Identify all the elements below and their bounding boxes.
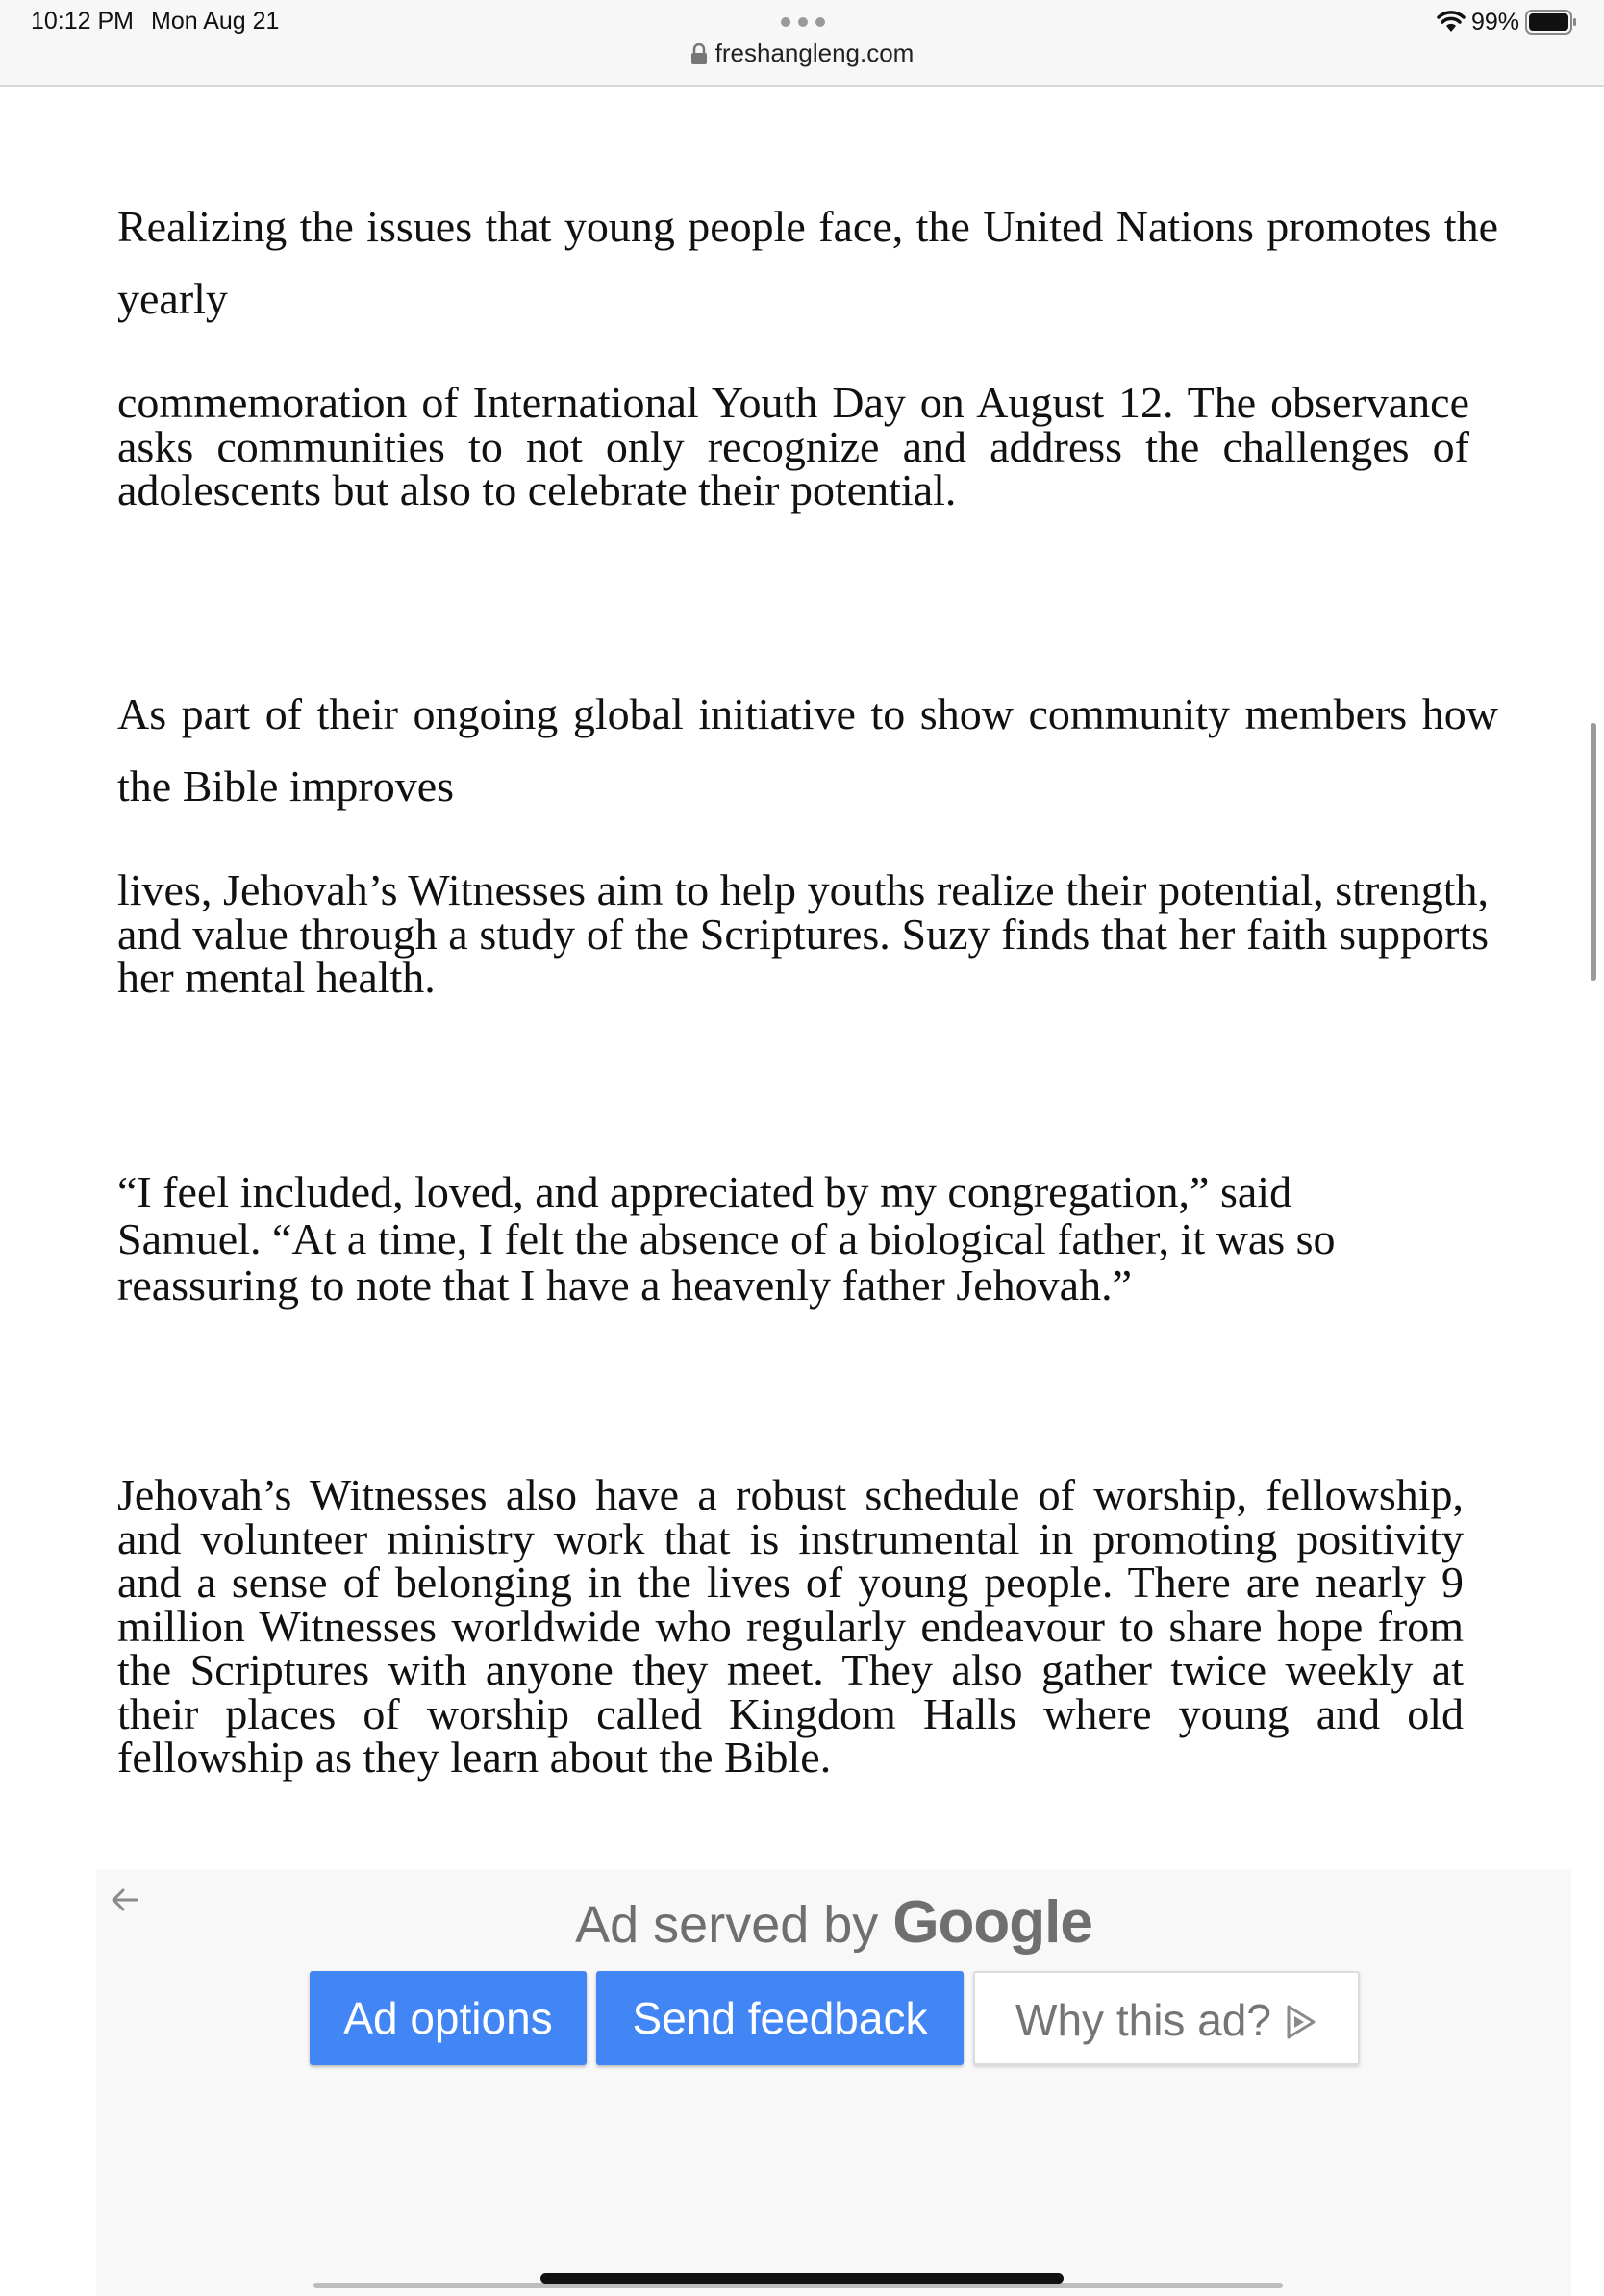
why-this-ad-button[interactable] <box>973 1971 1360 2065</box>
paragraph-2-body: lives, Jehovah’s Witnesses aim to help youths realize their potential, strength, and value through a study of the Scriptures. Suzy finds that her faith supports her mental health. <box>117 865 1489 1002</box>
google-logo: Google <box>892 1889 1092 1956</box>
lock-icon <box>690 43 708 64</box>
adchoices-icon <box>1283 2003 1317 2041</box>
battery-percent: 99% <box>1470 8 1519 36</box>
paragraph-3-quote: “I feel included, loved, and appreciated by my congregation,” said Samuel. “At a time, I felt the absence of a biological father, it was so reassuring to note that I have a heavenly father Jehovah.” <box>117 1167 1336 1310</box>
vertical-scrollbar[interactable] <box>1591 723 1596 981</box>
ad-container <box>96 1869 1571 2296</box>
paragraph-1-body: commemoration of International Youth Day on August 12. The observance asks communities to not only recognize and address the challenges of adolescents but also to celebrate their potential. <box>117 378 1469 514</box>
url-bar[interactable] <box>0 38 1604 68</box>
url-text: freshangleng.com <box>714 38 915 67</box>
ad-served-label: Ad served by <box>575 1896 879 1954</box>
status-bar <box>0 0 1604 87</box>
paragraph-2-lead: As part of their ongoing global initiative to show community members how the Bible improves <box>117 689 1498 811</box>
wifi-icon <box>1437 11 1466 34</box>
send-feedback-button[interactable]: Send feedback <box>596 1971 964 2065</box>
paragraph-1-lead: Realizing the issues that young people face, the United Nations promotes the yearly <box>117 202 1498 323</box>
ad-served-by <box>96 1888 1571 1957</box>
tab-menu-dots-icon[interactable] <box>781 13 827 29</box>
battery-icon <box>1525 10 1577 35</box>
ad-options-button[interactable]: Ad options <box>310 1971 587 2065</box>
why-this-ad-label: Why this ad? <box>1015 1995 1271 2045</box>
status-date: Mon Aug 21 <box>151 8 280 35</box>
status-time: 10:12 PM <box>31 8 135 35</box>
status-indicators <box>1437 8 1577 37</box>
paragraph-4: Jehovah’s Witnesses also have a robust schedule of worship, fellowship, and volunteer ministry work that is instrumental in promoting positivity and a sense of belonging in the lives of young people. There are nearly 9 million Witnesses worldwide who regularly endeavour to share hope from the Scriptures with anyone they meet. They also gather twice weekly at their places of worship called Kingdom Halls where young and old fellowship as they learn about the Bible. <box>117 1470 1464 1782</box>
home-indicator[interactable] <box>540 2273 1064 2284</box>
